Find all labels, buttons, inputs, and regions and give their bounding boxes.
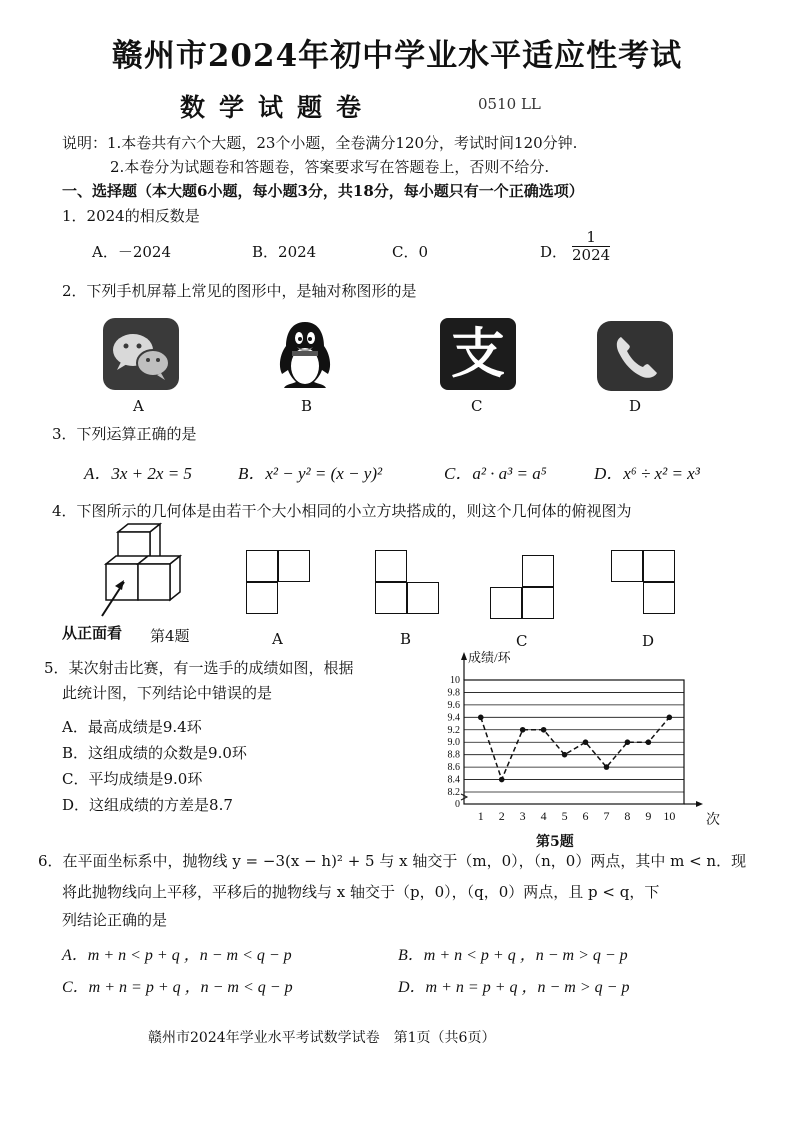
q4-label-a: A bbox=[272, 630, 283, 648]
x-tick-label: 9 bbox=[645, 809, 652, 823]
grid-square bbox=[643, 550, 675, 582]
q3-stem: 3．下列运算正确的是 bbox=[52, 425, 197, 443]
wechat-icon bbox=[103, 318, 179, 390]
grid-square bbox=[278, 550, 310, 582]
qq-penguin-icon bbox=[270, 318, 340, 390]
grid-square bbox=[246, 550, 278, 582]
x-tick-label: 4 bbox=[540, 809, 547, 823]
q5-option-c: C．平均成绩是9.0环 bbox=[62, 770, 203, 788]
q1-option-d-label: D． bbox=[540, 243, 568, 261]
q6-stem-line-3: 列结论正确的是 bbox=[62, 911, 168, 929]
q2-label-b: B bbox=[301, 397, 313, 415]
q5-option-d: D．这组成绩的方差是8.7 bbox=[62, 796, 233, 814]
data-point bbox=[625, 739, 631, 745]
q5-option-a: A．最高成绩是9.4环 bbox=[62, 718, 202, 736]
q1-option-a: A．－2024 bbox=[92, 243, 172, 261]
grid-square bbox=[407, 582, 439, 614]
data-point bbox=[562, 752, 568, 758]
q5-stem-line-2: 此统计图，下列结论中错误的是 bbox=[62, 684, 273, 702]
instruction-line-2: 2.本卷分为试题卷和答题卷，答案要求写在答题卷上，否则不给分. bbox=[110, 158, 550, 176]
y-tick-label: 8.4 bbox=[447, 774, 460, 786]
grid-square bbox=[643, 582, 675, 614]
q4-figure-label: 第4题 bbox=[150, 627, 190, 645]
q5-option-b: B．这组成绩的众数是9.0环 bbox=[62, 744, 247, 762]
q5-figure-label: 第5题 bbox=[536, 834, 574, 850]
y-tick-label: 0 bbox=[455, 799, 460, 810]
q6-option-a: A．m + n < p + q ，n − m < q − p bbox=[62, 947, 292, 964]
q1-option-d-fraction bbox=[572, 229, 610, 263]
q6-stem-line-1: 6．在平面坐标系中，抛物线 y = −3(x − h)² + 5 与 x 轴交于（m，0），（n，0）两点，其中 m < n．现 bbox=[38, 852, 747, 870]
x-tick-label: 1 bbox=[477, 809, 484, 823]
instruction-line-1: 说明：1.本卷共有六个大题，23个小题，全卷满分120分，考试时间120分钟. bbox=[62, 134, 578, 152]
x-axis-label: 次 bbox=[706, 813, 720, 828]
x-tick-label: 2 bbox=[498, 809, 505, 823]
q1-option-c: C．0 bbox=[392, 243, 429, 261]
phone-glyph bbox=[597, 321, 673, 391]
cubes-drawing bbox=[100, 522, 200, 632]
q1-option-b: B．2024 bbox=[252, 243, 317, 261]
y-tick-label: 9.2 bbox=[447, 724, 460, 736]
data-point bbox=[667, 715, 673, 721]
q4-stem: 4．下图所示的几何体是由若干个大小相同的小立方块搭成的，则这个几何体的俯视图为 bbox=[52, 502, 632, 520]
q2-label-a: A bbox=[133, 397, 144, 415]
grid-square bbox=[375, 550, 407, 582]
q1-stem: 1．2024的相反数是 bbox=[62, 207, 200, 225]
y-tick-label: 9.8 bbox=[447, 687, 460, 699]
q2-stem: 2．下列手机屏幕上常见的图形中，是轴对称图形的是 bbox=[62, 282, 417, 300]
phone-icon bbox=[597, 321, 673, 391]
q3-option-a: A．3x + 2x = 5 bbox=[84, 464, 192, 483]
data-point bbox=[541, 727, 547, 733]
q6-stem-line-2: 将此抛物线向上平移，平移后的抛物线与 x 轴交于（p，0），（q，0）两点，且 p < q，下 bbox=[62, 883, 660, 901]
x-tick-label: 10 bbox=[663, 809, 676, 823]
fraction-denominator: 2024 bbox=[572, 245, 611, 264]
grid-square bbox=[490, 587, 522, 619]
grid-square bbox=[375, 582, 407, 614]
q2-label-c: C bbox=[471, 397, 483, 415]
wechat-glyph bbox=[103, 318, 179, 390]
y-tick-label: 9.4 bbox=[447, 712, 460, 724]
q6-option-c: C．m + n = p + q ，n − m < q − p bbox=[62, 979, 293, 996]
y-tick-label: 8.8 bbox=[447, 749, 460, 761]
grid-square bbox=[522, 587, 554, 619]
exam-subtitle: 数学试题卷 bbox=[180, 93, 376, 122]
handwritten-scribble: 0510 LL bbox=[478, 95, 541, 113]
q4-label-d: D bbox=[642, 632, 655, 650]
section-1-heading: 一、选择题（本大题6小题，每小题3分，共18分，每小题只有一个正确选项） bbox=[62, 182, 584, 200]
x-tick-label: 7 bbox=[603, 809, 610, 823]
data-point bbox=[499, 777, 505, 783]
y-axis-arrow bbox=[461, 652, 467, 660]
q6-option-b: B．m + n < p + q ，n − m > q − p bbox=[398, 947, 628, 964]
q4-front-view-label: 从正面看 bbox=[62, 624, 123, 642]
data-point bbox=[646, 739, 652, 745]
data-point bbox=[478, 715, 484, 721]
data-point bbox=[583, 739, 589, 745]
q4-label-c: C bbox=[516, 632, 528, 650]
alipay-char: 支 bbox=[451, 322, 505, 385]
q4-cube-figure bbox=[100, 522, 200, 632]
x-tick-label: 8 bbox=[624, 809, 631, 823]
q4-label-b: B bbox=[400, 630, 412, 648]
data-point bbox=[604, 764, 610, 770]
y-tick-label: 9.0 bbox=[447, 737, 460, 749]
y-tick-label: 8.2 bbox=[447, 787, 460, 798]
chart-svg bbox=[436, 646, 726, 832]
x-tick-label: 3 bbox=[519, 809, 526, 823]
q6-option-d: D．m + n = p + q ，n − m > q − p bbox=[398, 979, 630, 996]
grid-square bbox=[246, 582, 278, 614]
grid-square bbox=[522, 555, 554, 587]
q5-stem-line-1: 5．某次射击比赛，有一选手的成绩如图，根据 bbox=[44, 659, 354, 677]
y-tick-label: 8.6 bbox=[447, 762, 460, 774]
q5-line-chart bbox=[436, 646, 726, 832]
penguin-glyph bbox=[270, 318, 340, 390]
y-axis-label: 成绩/环 bbox=[468, 650, 511, 665]
fraction-numerator: 1 bbox=[572, 229, 610, 247]
x-tick-label: 5 bbox=[561, 809, 568, 823]
alipay-icon bbox=[440, 318, 516, 390]
y-tick-label: 10 bbox=[450, 675, 460, 686]
page-footer: 赣州市2024年学业水平考试数学试卷 第1页（共6页） bbox=[148, 1030, 496, 1046]
q2-label-d: D bbox=[629, 397, 642, 415]
x-tick-label: 6 bbox=[582, 809, 589, 823]
exam-title: 赣州市2024年初中学业水平适应性考试 bbox=[111, 38, 683, 74]
series-line bbox=[481, 717, 670, 779]
q3-option-b: B．x² − y² = (x − y)² bbox=[238, 464, 383, 483]
y-tick-label: 9.6 bbox=[447, 699, 460, 711]
x-axis-arrow bbox=[696, 801, 703, 807]
data-point bbox=[520, 727, 526, 733]
grid-square bbox=[611, 550, 643, 582]
q3-option-d: D．x⁶ ÷ x² = x³ bbox=[594, 464, 700, 483]
q3-option-c: C．a² · a³ = a⁵ bbox=[444, 464, 547, 483]
